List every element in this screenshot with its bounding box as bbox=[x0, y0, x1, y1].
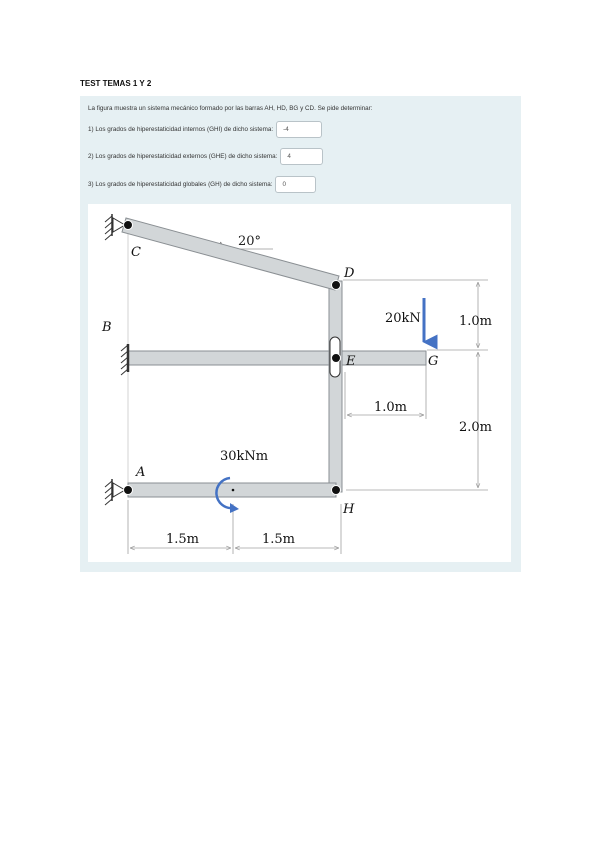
pin-support-C bbox=[105, 214, 125, 240]
question-label-ghe: 2) Los grados de hiperestaticidad externos (GHE) de dicho sistema: bbox=[88, 153, 278, 160]
label-B: B bbox=[102, 320, 112, 335]
page-title: TEST TEMAS 1 Y 2 bbox=[80, 79, 152, 88]
fixed-support-B bbox=[121, 344, 128, 375]
label-E: E bbox=[346, 354, 356, 369]
joint-C bbox=[124, 221, 133, 230]
dim-label-5: 2.0m bbox=[459, 420, 493, 435]
label-D: D bbox=[344, 266, 355, 281]
answer-input-gh[interactable] bbox=[275, 176, 316, 193]
moment-arrowhead-icon bbox=[230, 503, 239, 513]
mechanism-figure bbox=[88, 204, 511, 562]
dim-label-3: 1.0m bbox=[374, 400, 408, 415]
label-H: H bbox=[343, 502, 355, 517]
question-panel bbox=[80, 96, 521, 572]
dim-label-2: 1.5m bbox=[262, 532, 296, 547]
label-G: G bbox=[428, 354, 439, 369]
bar-BG bbox=[128, 351, 426, 365]
label-A: A bbox=[136, 465, 146, 480]
answer-input-ghi[interactable] bbox=[276, 121, 322, 138]
answer-input-ghe[interactable] bbox=[280, 148, 323, 165]
moment-point bbox=[232, 489, 235, 492]
joint-E bbox=[332, 354, 341, 363]
question-label-ghi: 1) Los grados de hiperestaticidad internos (GHI) de dicho sistema: bbox=[88, 126, 274, 133]
label-C: C bbox=[131, 245, 141, 260]
joint-D bbox=[332, 281, 341, 290]
question-row-ghi bbox=[88, 121, 322, 138]
pin-support-A bbox=[105, 479, 125, 505]
question-row-ghe bbox=[88, 148, 323, 165]
bar-HD bbox=[329, 281, 342, 492]
dim-label-1: 1.5m bbox=[166, 532, 200, 547]
mechanism-diagram bbox=[88, 204, 511, 562]
question-row-gh bbox=[88, 176, 316, 193]
bar-CD bbox=[122, 218, 339, 290]
joint-A bbox=[124, 486, 133, 495]
dimension-lines bbox=[128, 280, 488, 554]
question-label-gh: 3) Los grados de hiperestaticidad globales (GH) de dicho sistema: bbox=[88, 181, 273, 188]
dim-label-4: 1.0m bbox=[459, 314, 493, 329]
joint-H bbox=[332, 486, 341, 495]
question-intro: La figura muestra un sistema mecánico formado por las barras AH, HD, BG y CD. Se pide determinar: bbox=[88, 105, 373, 112]
force-label: 20kN bbox=[385, 311, 421, 326]
angle-label: 20° bbox=[238, 234, 262, 249]
bars bbox=[122, 218, 426, 497]
moment-label: 30kNm bbox=[220, 449, 269, 464]
